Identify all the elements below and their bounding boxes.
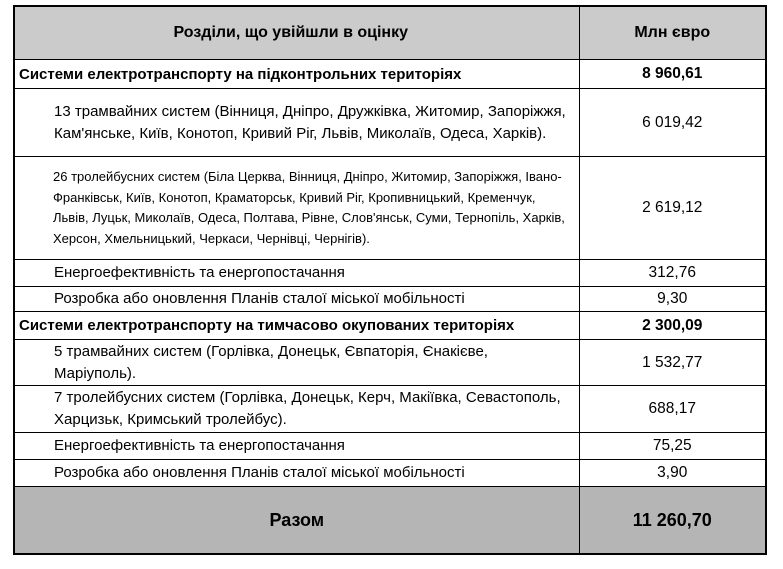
table-total-row bbox=[14, 487, 766, 555]
table-row-trolleybus-occupied bbox=[14, 386, 766, 433]
row-label-cell: 7 тролейбусних систем (Горлівка, Донецьк, Керч, Макіївка, Севастополь, Харцизьк, Кримський тролейбус). bbox=[14, 386, 579, 433]
row-label-cell: 5 трамвайних систем (Горлівка, Донецьк, Євпаторія, Єнакієве, Маріуполь). bbox=[14, 340, 579, 386]
row-label-cell: 13 трамвайних систем (Вінниця, Дніпро, Дружківка, Житомир, Запоріжжя, Кам'янське, Київ, Конотоп, Кривий Ріг, Львів, Миколаїв, Одеса, Харків). bbox=[14, 89, 579, 157]
row-value-cell: 2 619,12 bbox=[579, 157, 766, 260]
row-value-cell: 9,30 bbox=[579, 287, 766, 312]
table-row-section-controlled bbox=[14, 60, 766, 89]
table-row-tram-controlled bbox=[14, 89, 766, 157]
row-label-cell: Енергоефективність та енергопостачання bbox=[14, 260, 579, 287]
row-label-cell: Розробка або оновлення Планів сталої міської мобільності bbox=[14, 287, 579, 312]
row-value-cell: 1 532,77 bbox=[579, 340, 766, 386]
row-label-cell: Розробка або оновлення Планів сталої міської мобільності bbox=[14, 460, 579, 487]
row-value-cell: 688,17 bbox=[579, 386, 766, 433]
table-row-sump-occupied bbox=[14, 460, 766, 487]
row-label-cell: Енергоефективність та енергопостачання bbox=[14, 433, 579, 460]
row-label-cell: Системи електротранспорту на тимчасово окупованих територіях bbox=[14, 312, 579, 340]
row-value-cell: 312,76 bbox=[579, 260, 766, 287]
total-value-cell: 11 260,70 bbox=[579, 487, 766, 555]
row-value-cell: 6 019,42 bbox=[579, 89, 766, 157]
header-amount-cell: Млн євро bbox=[579, 6, 766, 60]
table-row-tram-occupied bbox=[14, 340, 766, 386]
row-value-cell: 2 300,09 bbox=[579, 312, 766, 340]
header-sections-cell: Розділи, що увійшли в оцінку bbox=[14, 6, 579, 60]
funding-table bbox=[13, 5, 767, 555]
row-label-cell: 26 тролейбусних систем (Біла Церква, Вінниця, Дніпро, Житомир, Запоріжжя, Івано-Франківськ, Київ, Конотоп, Краматорськ, Кривий Ріг, Кропивницький, Кременчук, Львів, Луцьк, Миколаїв, Одеса, Полтава, Рівне, Слов'янськ, Суми, Тернопіль, Харків, Херсон, Хмельницький, Черкаси, Чернівці, Чернігів). bbox=[14, 157, 579, 260]
table-header-row bbox=[14, 6, 766, 60]
row-value-cell: 75,25 bbox=[579, 433, 766, 460]
row-value-cell: 3,90 bbox=[579, 460, 766, 487]
total-label-cell: Разом bbox=[14, 487, 579, 555]
row-label-cell: Системи електротранспорту на підконтрольних територіях bbox=[14, 60, 579, 89]
table-row-section-occupied bbox=[14, 312, 766, 340]
table-row-sump-controlled bbox=[14, 287, 766, 312]
row-value-cell: 8 960,61 bbox=[579, 60, 766, 89]
table-row-energy-controlled bbox=[14, 260, 766, 287]
table-row-energy-occupied bbox=[14, 433, 766, 460]
table-row-trolleybus-controlled bbox=[14, 157, 766, 260]
